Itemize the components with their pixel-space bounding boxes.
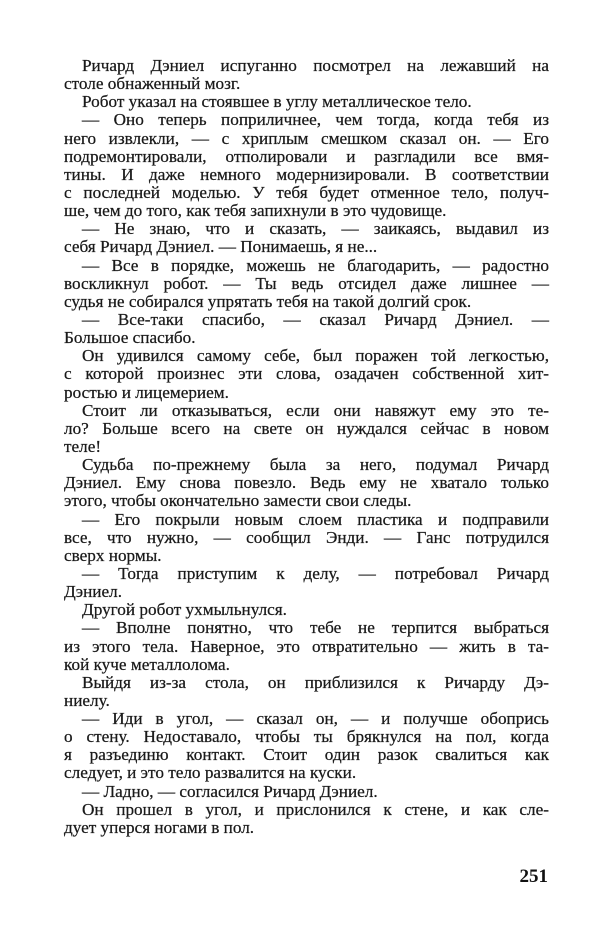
text-line: — Его покрыли новым слоем пластика и подправили — [82, 509, 549, 529]
text-line: ше, чем до того, как тебя запихнули в это чудовище. — [64, 201, 447, 221]
text-line: столе обнаженный мозг. — [64, 74, 241, 94]
text-line: — Ладно, — согласился Ричард Дэниел. — [82, 781, 378, 801]
paragraph — [64, 601, 549, 619]
text-line: я разъединю контакт. Стоит один разок свалиться как — [64, 745, 549, 765]
text-line: него извлекли, — с хриплым смешком сказал он. — Его — [64, 128, 549, 148]
text-line: дует уперся ногами в пол. — [64, 817, 255, 837]
paragraph — [64, 57, 549, 93]
text-line: себя Ричард Дэниел. — Понимаешь, я не... — [64, 237, 378, 257]
text-line: с которой произнес эти слова, озадачен собственной хит- — [64, 364, 549, 384]
text-line: ростью и лицемерием. — [64, 382, 229, 402]
paragraph — [64, 783, 549, 801]
text-line: о стену. Недоставало, чтобы ты брякнулся на пол, когда — [64, 727, 549, 747]
paragraph — [64, 511, 549, 565]
text-line: подремонтировали, отполировали и разгладили все вмя- — [64, 146, 549, 166]
paragraph — [64, 456, 549, 510]
text-line: Выйдя из-за стола, он приблизился к Ричарду Дэ- — [82, 672, 549, 692]
page-number: 251 — [519, 866, 548, 887]
text-line: кой куче металлолома. — [64, 654, 230, 674]
text-line: ло? Больше всего на свете он нуждался сейчас в новом — [64, 418, 549, 438]
page-body-text — [64, 57, 549, 837]
text-line: — Вполне понятно, что тебе не терпится выбраться — [82, 618, 549, 638]
text-line: Дэниел. — [64, 582, 122, 602]
text-line: — Оно теперь поприличнее, чем тогда, когда тебя из — [82, 110, 549, 130]
text-line: — Все в порядке, можешь не благодарить, — радостно — [82, 255, 549, 275]
text-line: судья не собирался упрятать тебя на такой долгий срок. — [64, 291, 472, 311]
text-line: — Не знаю, что и сказать, — заикаясь, выдавил из — [82, 219, 549, 239]
text-line: Стоит ли отказываться, если они навяжут ему это те- — [82, 400, 549, 420]
text-line: Другой робот ухмыльнулся. — [82, 600, 287, 620]
text-line: следует, и это тело развалится на куски. — [64, 763, 357, 783]
paragraph — [64, 220, 549, 256]
text-line: этого, чтобы окончательно замести свои следы. — [64, 491, 412, 511]
paragraph — [64, 402, 549, 456]
text-line: Судьба по-прежнему была за него, подумал Ричард — [82, 455, 549, 475]
text-line: все, что нужно, — сообщил Энди. — Ганс потрудился — [64, 527, 549, 547]
paragraph — [64, 93, 549, 111]
text-line: Ричард Дэниел испуганно посмотрел на лежавший на — [82, 56, 549, 75]
text-line: из этого тела. Наверное, это отвратительно — жить в та- — [64, 636, 549, 656]
paragraph — [64, 710, 549, 783]
text-line: Он удивился самому себе, был поражен той легкостью, — [82, 346, 549, 366]
text-line: воскликнул робот. — Ты ведь отсидел даже лишнее — — [64, 273, 549, 293]
text-line: Он прошел в угол, и прислонился к стене, и как сле- — [82, 799, 549, 819]
paragraph — [64, 347, 549, 401]
paragraph — [64, 111, 549, 220]
paragraph — [64, 257, 549, 311]
text-line: Большое спасибо. — [64, 328, 196, 348]
text-line: — Иди в угол, — сказал он, — и получше обопрись — [82, 709, 549, 729]
text-line: сверх нормы. — [64, 545, 162, 565]
text-line: — Тогда приступим к делу, — потребовал Ричард — [82, 563, 549, 583]
paragraph — [64, 801, 549, 837]
text-line: тины. И даже немного модернизировали. В соответствии — [64, 164, 549, 184]
text-line: Дэниел. Ему снова повезло. Ведь ему не хватало только — [64, 473, 549, 493]
paragraph — [64, 619, 549, 673]
text-line: теле! — [64, 436, 102, 456]
paragraph — [64, 565, 549, 601]
text-line: ниелу. — [64, 690, 110, 710]
text-line: Робот указал на стоявшее в углу металлическое тело. — [82, 92, 472, 112]
text-line: с последней моделью. У тебя будет отменное тело, получ- — [64, 182, 549, 202]
text-line: — Все-таки спасибо, — сказал Ричард Дэниел. — — [82, 309, 549, 329]
paragraph — [64, 674, 549, 710]
paragraph — [64, 311, 549, 347]
